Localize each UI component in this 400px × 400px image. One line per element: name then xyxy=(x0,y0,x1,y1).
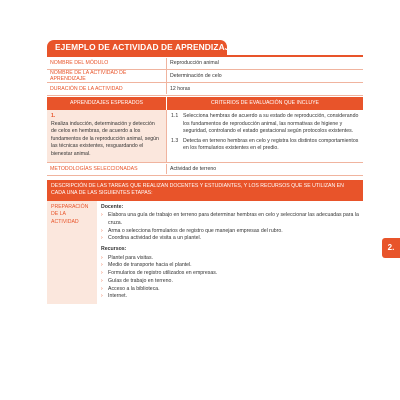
chevron-right-icon: › xyxy=(101,227,103,234)
criterion-number: 1.3 xyxy=(171,137,179,144)
chevron-right-icon: › xyxy=(101,285,103,292)
description-bar: DESCRIPCIÓN DE LAS TAREAS QUE REALIZAN DOCENTES Y ESTUDIANTES, Y LOS RECURSOS QUE SE UTILIZAN EN CADA UNA DE LAS SIGUIENTES ETAPAS: xyxy=(47,180,363,201)
chevron-right-icon: › xyxy=(101,212,103,219)
list-item: › Medio de transporte hacia el plantel. xyxy=(101,262,192,269)
expected-learning xyxy=(47,110,167,162)
outcome-text: Realiza inducción, determinación y detección de celos en hembras, de acuerdo a los fundamentos de la reproducción animal, según las técnicas existentes, resguardando el bienestar animal. xyxy=(51,120,159,157)
field-row-duration xyxy=(47,83,363,96)
list-item: › Coordina actividad de visita a un plantel. xyxy=(101,235,202,242)
chevron-right-icon: › xyxy=(101,254,103,261)
methodology-label: METODOLOGÍAS SELECCIONADAS xyxy=(47,164,167,174)
methodology-row xyxy=(47,163,363,176)
activity-stage-row xyxy=(47,201,363,304)
field-row-activity xyxy=(47,70,363,83)
field-label: DURACIÓN DE LA ACTIVIDAD xyxy=(47,84,167,94)
field-label: NOMBRE DEL MÓDULO xyxy=(47,58,167,68)
chevron-right-icon: › xyxy=(101,262,103,269)
chevron-right-icon: › xyxy=(101,235,103,242)
chevron-right-icon: › xyxy=(101,277,103,284)
field-value: Determinación de celo xyxy=(170,73,222,79)
chevron-right-icon: › xyxy=(101,270,103,277)
field-value: 12 horas xyxy=(170,86,191,92)
chapter-tab: 2. xyxy=(382,238,400,258)
list-item: › Arma o selecciona formularios de registro que manejan empresas del rubro. xyxy=(101,227,283,234)
field-label: NOMBRE DE LA ACTIVIDAD DE APRENDIZAJE xyxy=(47,68,167,84)
outcome-number: 1. xyxy=(51,113,56,119)
list-item: › Formularios de registro utilizados en empresas. xyxy=(101,270,218,277)
header-expected-learning: APRENDIZAJES ESPERADOS xyxy=(47,97,167,110)
stage-label: PREPARACIÓN DE LA ACTIVIDAD xyxy=(47,201,97,304)
criterion-number: 1.1 xyxy=(171,113,179,119)
criterion-text: Selecciona hembras de acuerdo a su estado de reproducción, considerando los fundamentos de reproducción animal, las normativas de higiene y seguridad, controlando el estado gestacional según protocolos existentes. xyxy=(183,113,359,135)
header-evaluation-criteria: CRITERIOS DE EVALUACIÓN QUE INCLUYE xyxy=(167,97,363,110)
list-item: › Acceso a la biblioteca. xyxy=(101,285,160,292)
resources-heading: Recursos: xyxy=(101,246,127,253)
criterion-item xyxy=(171,113,359,136)
evaluation-criteria xyxy=(167,110,363,162)
teacher-heading: Docente: xyxy=(101,203,124,210)
list-item: › Plantel para visitas. xyxy=(101,254,153,261)
field-value: Reproducción animal xyxy=(170,60,219,66)
criterion-text: Detecta en terreno hembras en celo y registra los distintos comportamientos en los formularios existentes en el predio. xyxy=(183,137,359,152)
chevron-right-icon: › xyxy=(101,293,103,300)
activity-sheet xyxy=(47,40,363,304)
methodology-value: Actividad de terreno xyxy=(170,165,217,172)
section-header xyxy=(47,97,363,110)
list-item: › Guías de trabajo en terreno. xyxy=(101,277,173,284)
outcome-row xyxy=(47,110,363,163)
stage-content xyxy=(97,201,363,304)
list-item: › Internet. xyxy=(101,293,128,300)
list-item: › Elabora una guía de trabajo en terreno para determinar hembras en celo y seleccionar las adecuadas para la cruza. xyxy=(101,212,359,226)
criterion-item xyxy=(171,138,359,153)
sheet-title: EJEMPLO DE ACTIVIDAD DE APRENDIZAJE xyxy=(47,40,227,55)
